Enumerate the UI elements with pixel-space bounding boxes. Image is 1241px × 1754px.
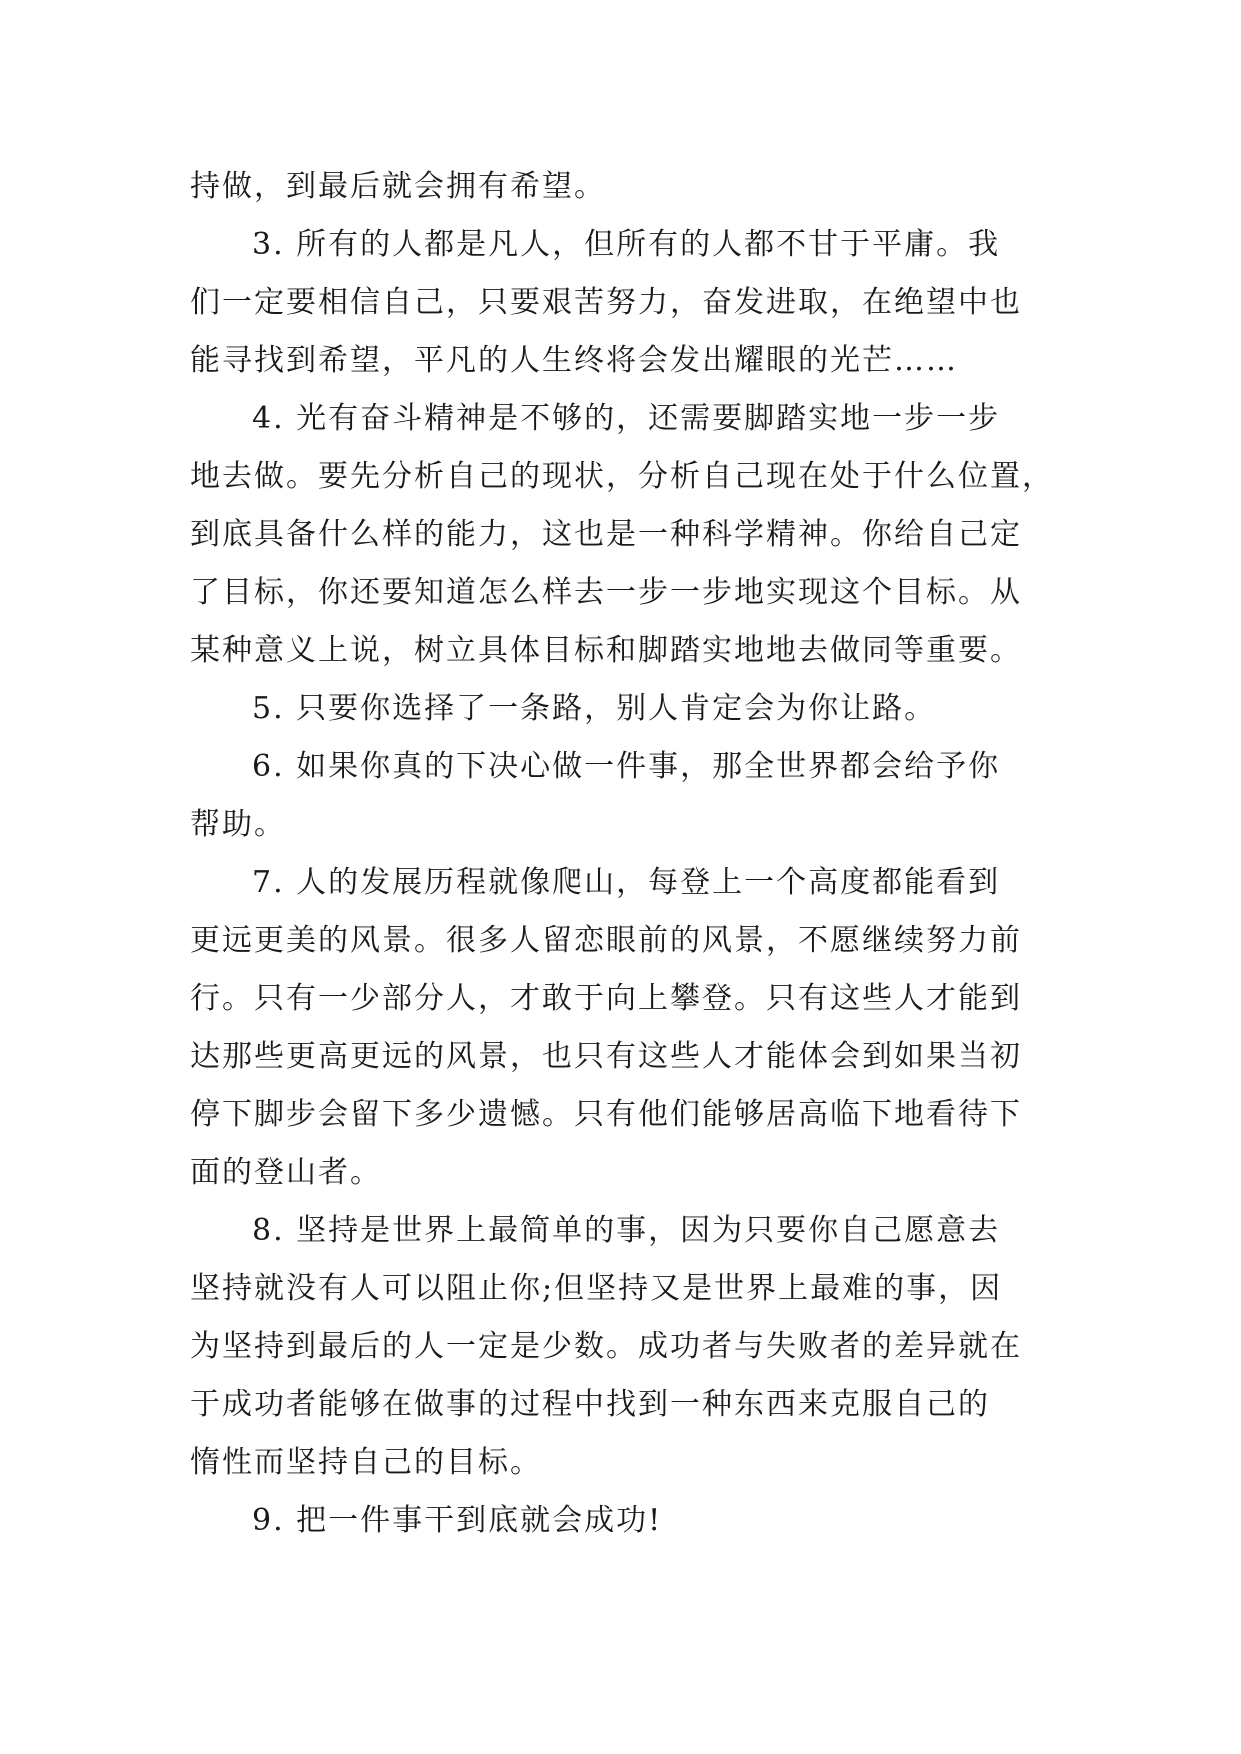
text-line: 于成功者能够在做事的过程中找到一种东西来克服自己的 <box>190 1387 990 1422</box>
text-line: 5. 只要你选择了一条路，别人肯定会为你让路。 <box>252 691 937 726</box>
text-line: 7. 人的发展历程就像爬山，每登上一个高度都能看到 <box>252 865 1001 900</box>
text-line: 了目标，你还要知道怎么样去一步一步地实现这个目标。从 <box>190 575 1022 610</box>
paragraph-item-9 <box>190 1492 1070 1550</box>
text-line: 停下脚步会留下多少遗憾。只有他们能够居高临下地看待下 <box>190 1097 1022 1132</box>
document-body <box>190 158 1070 1550</box>
text-line: 行。只有一少部分人，才敢于向上攀登。只有这些人才能到 <box>190 981 1022 1016</box>
paragraph-item-3 <box>190 216 1070 390</box>
text-line: 们一定要相信自己，只要艰苦努力，奋发进取，在绝望中也 <box>190 285 1022 320</box>
text-line: 惰性而坚持自己的目标。 <box>190 1445 542 1480</box>
text-line: 达那些更高更远的风景，也只有这些人才能体会到如果当初 <box>190 1039 1022 1074</box>
text-line: 6. 如果你真的下决心做一件事，那全世界都会给予你 <box>252 749 1001 784</box>
text-line: 帮助。 <box>190 807 286 842</box>
text-line: 某种意义上说，树立具体目标和脚踏实地地去做同等重要。 <box>190 633 1022 668</box>
text-line: 持做，到最后就会拥有希望。 <box>190 169 606 204</box>
paragraph-item-6 <box>190 738 1070 854</box>
paragraph-continuation <box>190 158 1070 216</box>
text-line: 8. 坚持是世界上最简单的事，因为只要你自己愿意去 <box>252 1213 1001 1248</box>
text-line: 面的登山者。 <box>190 1155 382 1190</box>
text-line: 4. 光有奋斗精神是不够的，还需要脚踏实地一步一步 <box>252 401 1001 436</box>
text-line: 3. 所有的人都是凡人，但所有的人都不甘于平庸。我 <box>252 227 1001 262</box>
paragraph-item-8 <box>190 1202 1070 1492</box>
text-line: 能寻找到希望，平凡的人生终将会发出耀眼的光芒…… <box>190 343 958 378</box>
text-line: 为坚持到最后的人一定是少数。成功者与失败者的差异就在 <box>190 1329 1022 1364</box>
text-line: 更远更美的风景。很多人留恋眼前的风景，不愿继续努力前 <box>190 923 1022 958</box>
paragraph-item-7 <box>190 854 1070 1202</box>
text-line: 地去做。要先分析自己的现状，分析自己现在处于什么位置， <box>190 459 1054 494</box>
paragraph-item-4 <box>190 390 1070 680</box>
text-line: 9. 把一件事干到底就会成功! <box>252 1503 663 1538</box>
text-line: 坚持就没有人可以阻止你;但坚持又是世界上最难的事，因 <box>190 1271 1003 1306</box>
paragraph-item-5 <box>190 680 1070 738</box>
text-line: 到底具备什么样的能力，这也是一种科学精神。你给自己定 <box>190 517 1022 552</box>
